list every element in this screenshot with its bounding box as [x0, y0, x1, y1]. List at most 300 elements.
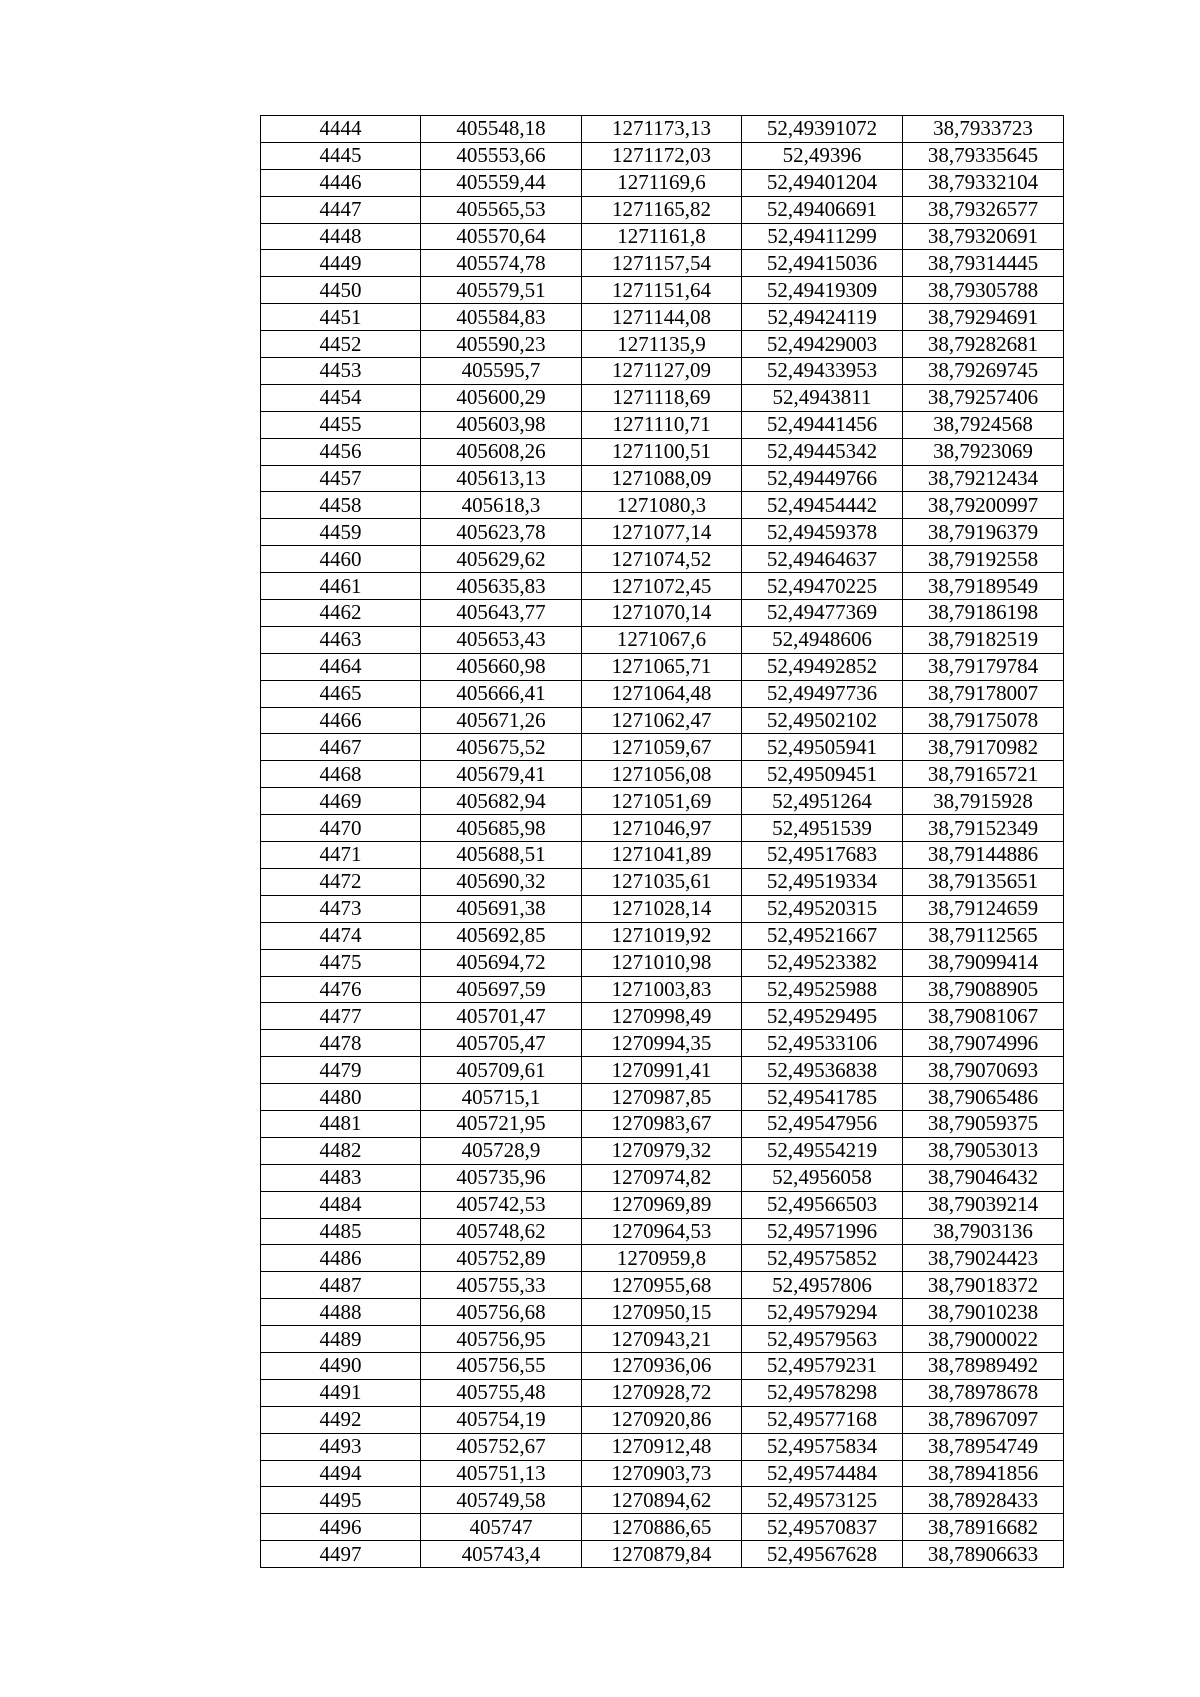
x-coordinate-cell: 405574,78	[421, 250, 582, 277]
y-coordinate-cell: 1271051,69	[582, 788, 742, 815]
longitude-cell: 38,7933723	[903, 116, 1064, 143]
longitude-cell: 38,79039214	[903, 1191, 1064, 1218]
point-number-cell: 4447	[261, 196, 421, 223]
point-number-cell: 4444	[261, 116, 421, 143]
longitude-cell: 38,79189549	[903, 573, 1064, 600]
latitude-cell: 52,49411299	[742, 223, 903, 250]
x-coordinate-cell: 405721,95	[421, 1110, 582, 1137]
longitude-cell: 38,79112565	[903, 922, 1064, 949]
table-row	[261, 1299, 1064, 1326]
longitude-cell: 38,79186198	[903, 600, 1064, 627]
point-number-cell: 4449	[261, 250, 421, 277]
table-row	[261, 492, 1064, 519]
latitude-cell: 52,49502102	[742, 707, 903, 734]
latitude-cell: 52,49406691	[742, 196, 903, 223]
y-coordinate-cell: 1271169,6	[582, 169, 742, 196]
longitude-cell: 38,78989492	[903, 1352, 1064, 1379]
latitude-cell: 52,49441456	[742, 411, 903, 438]
x-coordinate-cell: 405691,38	[421, 895, 582, 922]
point-number-cell: 4472	[261, 868, 421, 895]
x-coordinate-cell: 405715,1	[421, 1084, 582, 1111]
y-coordinate-cell: 1271088,09	[582, 465, 742, 492]
y-coordinate-cell: 1270964,53	[582, 1218, 742, 1245]
x-coordinate-cell: 405705,47	[421, 1030, 582, 1057]
point-number-cell: 4461	[261, 573, 421, 600]
point-number-cell: 4489	[261, 1326, 421, 1353]
latitude-cell: 52,49449766	[742, 465, 903, 492]
longitude-cell: 38,78906633	[903, 1541, 1064, 1568]
point-number-cell: 4496	[261, 1514, 421, 1541]
x-coordinate-cell: 405613,13	[421, 465, 582, 492]
table-row	[261, 1084, 1064, 1111]
point-number-cell: 4497	[261, 1541, 421, 1568]
latitude-cell: 52,49459378	[742, 519, 903, 546]
table-row	[261, 734, 1064, 761]
x-coordinate-cell: 405682,94	[421, 788, 582, 815]
y-coordinate-cell: 1270928,72	[582, 1379, 742, 1406]
y-coordinate-cell: 1271064,48	[582, 680, 742, 707]
latitude-cell: 52,49433953	[742, 358, 903, 385]
latitude-cell: 52,49477369	[742, 600, 903, 627]
table-row	[261, 1030, 1064, 1057]
x-coordinate-cell: 405579,51	[421, 277, 582, 304]
table-row	[261, 1137, 1064, 1164]
x-coordinate-cell: 405600,29	[421, 384, 582, 411]
point-number-cell: 4494	[261, 1460, 421, 1487]
longitude-cell: 38,79332104	[903, 169, 1064, 196]
longitude-cell: 38,79065486	[903, 1084, 1064, 1111]
x-coordinate-cell: 405752,89	[421, 1245, 582, 1272]
table-row	[261, 573, 1064, 600]
latitude-cell: 52,49575834	[742, 1433, 903, 1460]
x-coordinate-cell: 405623,78	[421, 519, 582, 546]
table-row	[261, 1326, 1064, 1353]
table-row	[261, 600, 1064, 627]
latitude-cell: 52,49492852	[742, 653, 903, 680]
longitude-cell: 38,79314445	[903, 250, 1064, 277]
x-coordinate-cell: 405565,53	[421, 196, 582, 223]
y-coordinate-cell: 1271100,51	[582, 438, 742, 465]
latitude-cell: 52,4951539	[742, 815, 903, 842]
table-row	[261, 1433, 1064, 1460]
table-row	[261, 895, 1064, 922]
x-coordinate-cell: 405559,44	[421, 169, 582, 196]
longitude-cell: 38,79305788	[903, 277, 1064, 304]
latitude-cell: 52,49445342	[742, 438, 903, 465]
y-coordinate-cell: 1270943,21	[582, 1326, 742, 1353]
y-coordinate-cell: 1271056,08	[582, 761, 742, 788]
point-number-cell: 4484	[261, 1191, 421, 1218]
table-row	[261, 1352, 1064, 1379]
table-row	[261, 1487, 1064, 1514]
point-number-cell: 4492	[261, 1406, 421, 1433]
longitude-cell: 38,78941856	[903, 1460, 1064, 1487]
latitude-cell: 52,49419309	[742, 277, 903, 304]
x-coordinate-cell: 405590,23	[421, 331, 582, 358]
point-number-cell: 4495	[261, 1487, 421, 1514]
x-coordinate-cell: 405709,61	[421, 1057, 582, 1084]
longitude-cell: 38,79165721	[903, 761, 1064, 788]
point-number-cell: 4446	[261, 169, 421, 196]
latitude-cell: 52,49464637	[742, 546, 903, 573]
table-row	[261, 1460, 1064, 1487]
point-number-cell: 4456	[261, 438, 421, 465]
y-coordinate-cell: 1271067,6	[582, 626, 742, 653]
longitude-cell: 38,79053013	[903, 1137, 1064, 1164]
table-row	[261, 250, 1064, 277]
longitude-cell: 38,79088905	[903, 976, 1064, 1003]
table-row	[261, 1110, 1064, 1137]
table-row	[261, 626, 1064, 653]
latitude-cell: 52,4951264	[742, 788, 903, 815]
table-row	[261, 142, 1064, 169]
table-row	[261, 1003, 1064, 1030]
latitude-cell: 52,49497736	[742, 680, 903, 707]
latitude-cell: 52,49579231	[742, 1352, 903, 1379]
table-row	[261, 196, 1064, 223]
latitude-cell: 52,49529495	[742, 1003, 903, 1030]
x-coordinate-cell: 405643,77	[421, 600, 582, 627]
longitude-cell: 38,79135651	[903, 868, 1064, 895]
longitude-cell: 38,79192558	[903, 546, 1064, 573]
latitude-cell: 52,49523382	[742, 949, 903, 976]
latitude-cell: 52,49470225	[742, 573, 903, 600]
point-number-cell: 4483	[261, 1164, 421, 1191]
y-coordinate-cell: 1270987,85	[582, 1084, 742, 1111]
y-coordinate-cell: 1271118,69	[582, 384, 742, 411]
y-coordinate-cell: 1270879,84	[582, 1541, 742, 1568]
table-row	[261, 653, 1064, 680]
point-number-cell: 4448	[261, 223, 421, 250]
y-coordinate-cell: 1270903,73	[582, 1460, 742, 1487]
point-number-cell: 4466	[261, 707, 421, 734]
latitude-cell: 52,49578298	[742, 1379, 903, 1406]
point-number-cell: 4478	[261, 1030, 421, 1057]
x-coordinate-cell: 405618,3	[421, 492, 582, 519]
y-coordinate-cell: 1271172,03	[582, 142, 742, 169]
latitude-cell: 52,49505941	[742, 734, 903, 761]
x-coordinate-cell: 405570,64	[421, 223, 582, 250]
table-row	[261, 1191, 1064, 1218]
latitude-cell: 52,49536838	[742, 1057, 903, 1084]
longitude-cell: 38,78916682	[903, 1514, 1064, 1541]
y-coordinate-cell: 1271135,9	[582, 331, 742, 358]
longitude-cell: 38,79099414	[903, 949, 1064, 976]
point-number-cell: 4455	[261, 411, 421, 438]
x-coordinate-cell: 405548,18	[421, 116, 582, 143]
table-row	[261, 788, 1064, 815]
table-row	[261, 1379, 1064, 1406]
y-coordinate-cell: 1271062,47	[582, 707, 742, 734]
y-coordinate-cell: 1270894,62	[582, 1487, 742, 1514]
latitude-cell: 52,49579294	[742, 1299, 903, 1326]
point-number-cell: 4474	[261, 922, 421, 949]
latitude-cell: 52,49519334	[742, 868, 903, 895]
y-coordinate-cell: 1271173,13	[582, 116, 742, 143]
latitude-cell: 52,49573125	[742, 1487, 903, 1514]
y-coordinate-cell: 1271010,98	[582, 949, 742, 976]
point-number-cell: 4471	[261, 842, 421, 869]
table-row	[261, 1245, 1064, 1272]
y-coordinate-cell: 1271074,52	[582, 546, 742, 573]
longitude-cell: 38,79124659	[903, 895, 1064, 922]
point-number-cell: 4460	[261, 546, 421, 573]
x-coordinate-cell: 405748,62	[421, 1218, 582, 1245]
latitude-cell: 52,49554219	[742, 1137, 903, 1164]
y-coordinate-cell: 1270886,65	[582, 1514, 742, 1541]
x-coordinate-cell: 405692,85	[421, 922, 582, 949]
longitude-cell: 38,79000022	[903, 1326, 1064, 1353]
table-row	[261, 707, 1064, 734]
x-coordinate-cell: 405595,7	[421, 358, 582, 385]
y-coordinate-cell: 1270912,48	[582, 1433, 742, 1460]
point-number-cell: 4468	[261, 761, 421, 788]
longitude-cell: 38,79282681	[903, 331, 1064, 358]
x-coordinate-cell: 405742,53	[421, 1191, 582, 1218]
coordinates-table	[260, 115, 1064, 1568]
x-coordinate-cell: 405754,19	[421, 1406, 582, 1433]
table-row	[261, 1218, 1064, 1245]
y-coordinate-cell: 1270998,49	[582, 1003, 742, 1030]
x-coordinate-cell: 405666,41	[421, 680, 582, 707]
latitude-cell: 52,49571996	[742, 1218, 903, 1245]
x-coordinate-cell: 405603,98	[421, 411, 582, 438]
table-row	[261, 546, 1064, 573]
x-coordinate-cell: 405735,96	[421, 1164, 582, 1191]
longitude-cell: 38,79070693	[903, 1057, 1064, 1084]
latitude-cell: 52,49525988	[742, 976, 903, 1003]
longitude-cell: 38,78967097	[903, 1406, 1064, 1433]
point-number-cell: 4452	[261, 331, 421, 358]
longitude-cell: 38,79212434	[903, 465, 1064, 492]
y-coordinate-cell: 1270974,82	[582, 1164, 742, 1191]
x-coordinate-cell: 405747	[421, 1514, 582, 1541]
x-coordinate-cell: 405584,83	[421, 304, 582, 331]
longitude-cell: 38,79257406	[903, 384, 1064, 411]
longitude-cell: 38,79178007	[903, 680, 1064, 707]
longitude-cell: 38,7923069	[903, 438, 1064, 465]
latitude-cell: 52,49391072	[742, 116, 903, 143]
point-number-cell: 4485	[261, 1218, 421, 1245]
y-coordinate-cell: 1271157,54	[582, 250, 742, 277]
point-number-cell: 4491	[261, 1379, 421, 1406]
point-number-cell: 4464	[261, 653, 421, 680]
latitude-cell: 52,49415036	[742, 250, 903, 277]
table-row	[261, 438, 1064, 465]
latitude-cell: 52,49401204	[742, 169, 903, 196]
y-coordinate-cell: 1270983,67	[582, 1110, 742, 1137]
y-coordinate-cell: 1271144,08	[582, 304, 742, 331]
longitude-cell: 38,79024423	[903, 1245, 1064, 1272]
point-number-cell: 4477	[261, 1003, 421, 1030]
point-number-cell: 4487	[261, 1272, 421, 1299]
table-row	[261, 815, 1064, 842]
point-number-cell: 4473	[261, 895, 421, 922]
point-number-cell: 4467	[261, 734, 421, 761]
point-number-cell: 4453	[261, 358, 421, 385]
x-coordinate-cell: 405688,51	[421, 842, 582, 869]
longitude-cell: 38,78954749	[903, 1433, 1064, 1460]
longitude-cell: 38,79018372	[903, 1272, 1064, 1299]
table-row	[261, 1164, 1064, 1191]
latitude-cell: 52,49424119	[742, 304, 903, 331]
longitude-cell: 38,79294691	[903, 304, 1064, 331]
x-coordinate-cell: 405749,58	[421, 1487, 582, 1514]
x-coordinate-cell: 405679,41	[421, 761, 582, 788]
latitude-cell: 52,49509451	[742, 761, 903, 788]
latitude-cell: 52,49517683	[742, 842, 903, 869]
x-coordinate-cell: 405685,98	[421, 815, 582, 842]
table-row	[261, 868, 1064, 895]
latitude-cell: 52,4948606	[742, 626, 903, 653]
latitude-cell: 52,4956058	[742, 1164, 903, 1191]
point-number-cell: 4459	[261, 519, 421, 546]
point-number-cell: 4470	[261, 815, 421, 842]
y-coordinate-cell: 1270979,32	[582, 1137, 742, 1164]
point-number-cell: 4481	[261, 1110, 421, 1137]
longitude-cell: 38,79182519	[903, 626, 1064, 653]
table-row	[261, 922, 1064, 949]
y-coordinate-cell: 1271161,8	[582, 223, 742, 250]
table-row	[261, 1514, 1064, 1541]
x-coordinate-cell: 405608,26	[421, 438, 582, 465]
latitude-cell: 52,49574484	[742, 1460, 903, 1487]
longitude-cell: 38,79320691	[903, 223, 1064, 250]
x-coordinate-cell: 405756,68	[421, 1299, 582, 1326]
y-coordinate-cell: 1270959,8	[582, 1245, 742, 1272]
table-row	[261, 277, 1064, 304]
x-coordinate-cell: 405755,33	[421, 1272, 582, 1299]
table-row	[261, 384, 1064, 411]
x-coordinate-cell: 405751,13	[421, 1460, 582, 1487]
y-coordinate-cell: 1271070,14	[582, 600, 742, 627]
y-coordinate-cell: 1270994,35	[582, 1030, 742, 1057]
y-coordinate-cell: 1271151,64	[582, 277, 742, 304]
point-number-cell: 4469	[261, 788, 421, 815]
point-number-cell: 4462	[261, 600, 421, 627]
longitude-cell: 38,79074996	[903, 1030, 1064, 1057]
longitude-cell: 38,79144886	[903, 842, 1064, 869]
y-coordinate-cell: 1271127,09	[582, 358, 742, 385]
table-row	[261, 331, 1064, 358]
y-coordinate-cell: 1271059,67	[582, 734, 742, 761]
point-number-cell: 4475	[261, 949, 421, 976]
longitude-cell: 38,7915928	[903, 788, 1064, 815]
longitude-cell: 38,79200997	[903, 492, 1064, 519]
table-row	[261, 1057, 1064, 1084]
x-coordinate-cell: 405653,43	[421, 626, 582, 653]
longitude-cell: 38,79269745	[903, 358, 1064, 385]
longitude-cell: 38,79046432	[903, 1164, 1064, 1191]
y-coordinate-cell: 1271110,71	[582, 411, 742, 438]
y-coordinate-cell: 1270955,68	[582, 1272, 742, 1299]
y-coordinate-cell: 1270991,41	[582, 1057, 742, 1084]
longitude-cell: 38,79081067	[903, 1003, 1064, 1030]
longitude-cell: 38,79335645	[903, 142, 1064, 169]
x-coordinate-cell: 405635,83	[421, 573, 582, 600]
latitude-cell: 52,49396	[742, 142, 903, 169]
table-row	[261, 519, 1064, 546]
latitude-cell: 52,49521667	[742, 922, 903, 949]
y-coordinate-cell: 1270969,89	[582, 1191, 742, 1218]
y-coordinate-cell: 1271035,61	[582, 868, 742, 895]
table-row	[261, 976, 1064, 1003]
point-number-cell: 4486	[261, 1245, 421, 1272]
latitude-cell: 52,49429003	[742, 331, 903, 358]
table-row	[261, 1272, 1064, 1299]
x-coordinate-cell: 405553,66	[421, 142, 582, 169]
latitude-cell: 52,49575852	[742, 1245, 903, 1272]
table-body	[261, 116, 1064, 1568]
longitude-cell: 38,78928433	[903, 1487, 1064, 1514]
x-coordinate-cell: 405756,55	[421, 1352, 582, 1379]
latitude-cell: 52,49520315	[742, 895, 903, 922]
y-coordinate-cell: 1271028,14	[582, 895, 742, 922]
longitude-cell: 38,79326577	[903, 196, 1064, 223]
latitude-cell: 52,4943811	[742, 384, 903, 411]
x-coordinate-cell: 405671,26	[421, 707, 582, 734]
table-row	[261, 411, 1064, 438]
y-coordinate-cell: 1271003,83	[582, 976, 742, 1003]
x-coordinate-cell: 405756,95	[421, 1326, 582, 1353]
latitude-cell: 52,49547956	[742, 1110, 903, 1137]
table-row	[261, 1406, 1064, 1433]
y-coordinate-cell: 1271072,45	[582, 573, 742, 600]
x-coordinate-cell: 405701,47	[421, 1003, 582, 1030]
y-coordinate-cell: 1270950,15	[582, 1299, 742, 1326]
latitude-cell: 52,49533106	[742, 1030, 903, 1057]
point-number-cell: 4450	[261, 277, 421, 304]
x-coordinate-cell: 405694,72	[421, 949, 582, 976]
point-number-cell: 4479	[261, 1057, 421, 1084]
latitude-cell: 52,49577168	[742, 1406, 903, 1433]
table-row	[261, 358, 1064, 385]
latitude-cell: 52,49567628	[742, 1541, 903, 1568]
x-coordinate-cell: 405697,59	[421, 976, 582, 1003]
y-coordinate-cell: 1271077,14	[582, 519, 742, 546]
point-number-cell: 4458	[261, 492, 421, 519]
table-row	[261, 1541, 1064, 1568]
table-row	[261, 465, 1064, 492]
x-coordinate-cell: 405629,62	[421, 546, 582, 573]
table-row	[261, 761, 1064, 788]
longitude-cell: 38,78978678	[903, 1379, 1064, 1406]
y-coordinate-cell: 1271019,92	[582, 922, 742, 949]
longitude-cell: 38,79196379	[903, 519, 1064, 546]
x-coordinate-cell: 405675,52	[421, 734, 582, 761]
table-row	[261, 116, 1064, 143]
longitude-cell: 38,79175078	[903, 707, 1064, 734]
point-number-cell: 4463	[261, 626, 421, 653]
y-coordinate-cell: 1271080,3	[582, 492, 742, 519]
longitude-cell: 38,79152349	[903, 815, 1064, 842]
point-number-cell: 4480	[261, 1084, 421, 1111]
latitude-cell: 52,49454442	[742, 492, 903, 519]
longitude-cell: 38,79179784	[903, 653, 1064, 680]
point-number-cell: 4465	[261, 680, 421, 707]
point-number-cell: 4451	[261, 304, 421, 331]
y-coordinate-cell: 1271165,82	[582, 196, 742, 223]
x-coordinate-cell: 405752,67	[421, 1433, 582, 1460]
y-coordinate-cell: 1271041,89	[582, 842, 742, 869]
y-coordinate-cell: 1270936,06	[582, 1352, 742, 1379]
latitude-cell: 52,49570837	[742, 1514, 903, 1541]
table-row	[261, 304, 1064, 331]
point-number-cell: 4457	[261, 465, 421, 492]
point-number-cell: 4488	[261, 1299, 421, 1326]
longitude-cell: 38,79059375	[903, 1110, 1064, 1137]
table-row	[261, 949, 1064, 976]
